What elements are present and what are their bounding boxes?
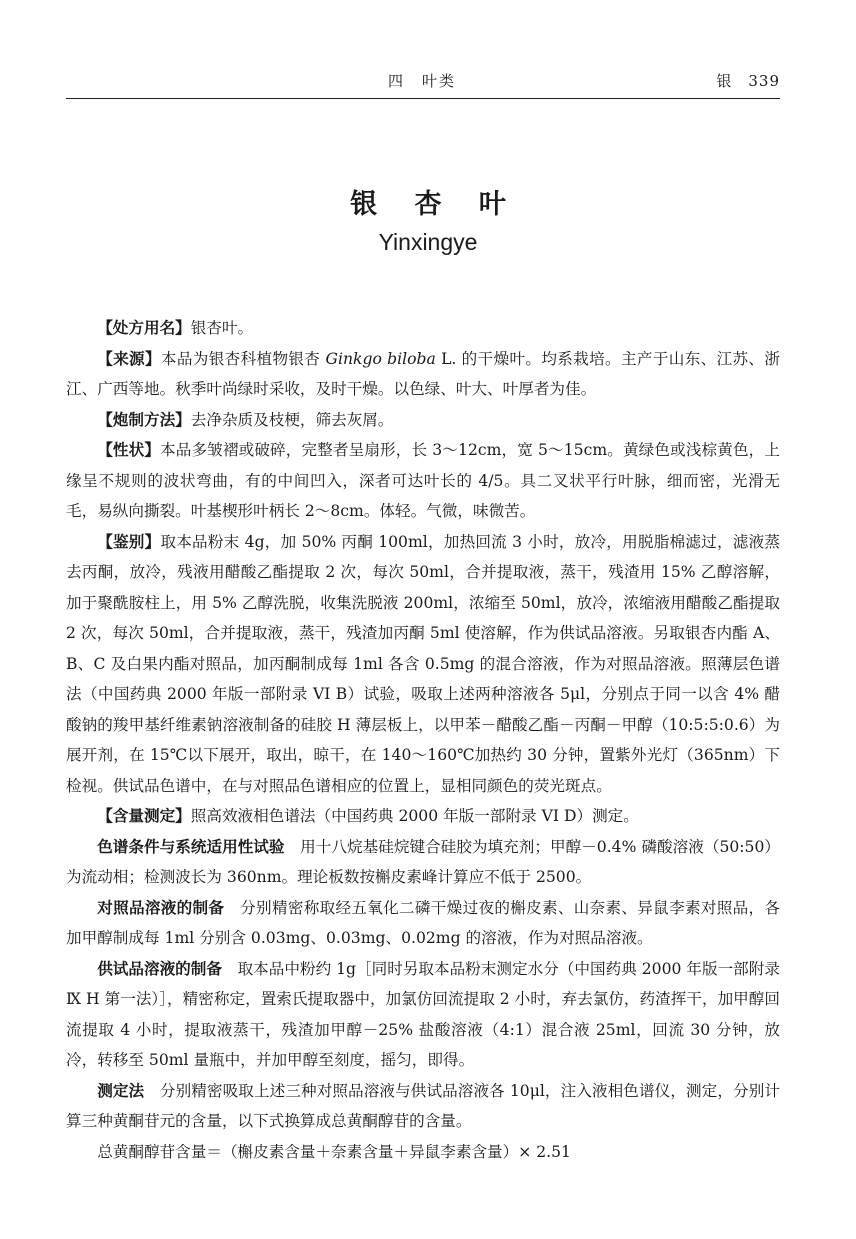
pinyin-title: Yinxingye	[378, 229, 478, 255]
subsection-heading: 测定法	[97, 1081, 145, 1100]
subsection-heading: 供试品溶液的制备	[97, 959, 222, 978]
header-rule	[66, 98, 780, 99]
section-text: 分别精密称取经五氧化二磷干燥过夜的槲皮素、山奈素、异鼠李素对照品，各加甲醇制成每 1ml 分别含 0.03mg、0.03mg、0.02mg 的溶液，作为对照品溶液。	[66, 898, 780, 947]
paragraph-sepu	[66, 832, 780, 893]
section-heading: 【来源】	[97, 349, 161, 368]
paragraph-duizhao	[66, 893, 780, 954]
section-text: 取本品粉末 4g，加 50% 丙酮 100ml，加热回流 3 小时，放冷，用脱脂棉滤过，滤液蒸去丙酮，放冷，残液用醋酸乙酯提取 2 次，每次 50ml，合并提取液，蒸干，残渣用 15% 乙醇溶解，加于聚酰胺柱上，用 5% 乙醇洗脱，收集洗脱液 200ml，浓缩至 50ml，放冷，浓缩液用醋酸乙酯提取 2 次，每次 50ml，合并提取液，蒸干，残渣加丙酮 5ml 使溶解，作为供试品溶液。另取银杏内酯 A、B、C 及白果内酯对照品，加丙酮制成每 1ml 各含 0.5mg 的混合溶液，作为对照品溶液。照薄层色谱法（中国药典 2000 年版一部附录 VI B）试验，吸取上述两种溶液各 5μl，分别点于同一以含 4% 醋酸钠的羧甲基纤维素钠溶液制备的硅胶 H 薄层板上，以甲苯－醋酸乙酯－丙酮－甲醇（10:5:5:0.6）为展开剂，在 15℃以下展开，取出，晾干，在 140～160℃加热约 30 分钟，置紫外光灯（365nm）下检视。供试品色谱中，在与对照品色谱相应的位置上，显相同颜色的荧光斑点。	[66, 532, 780, 795]
page-number: 银 339	[716, 72, 780, 90]
section-text: 取本品中粉约 1g［同时另取本品粉末测定水分（中国药典 2000 年版一部附录Ⅸ H 第一法）］，精密称定，置索氏提取器中，加氯仿回流提取 2 小时，弃去氯仿，药渣挥干，加甲醇回流提取 4 小时，提取液蒸干，残渣加甲醇－25% 盐酸溶液（4:1）混合液 25ml，回流 30 分钟，放冷，转移至 50ml 量瓶中，并加甲醇至刻度，摇匀，即得。	[66, 959, 780, 1069]
section-text: 照高效液相色谱法（中国药典 2000 年版一部附录 VI D）测定。	[190, 807, 639, 825]
latin-name: Ginkgo biloba	[325, 349, 436, 368]
section-text: 本品为银杏科植物银杏	[160, 349, 321, 368]
paragraph-chufang	[66, 313, 780, 344]
section-heading: 【炮制方法】	[97, 410, 191, 429]
section-heading: 【性状】	[97, 441, 161, 459]
section-text: 银杏叶。	[190, 319, 254, 337]
subsection-heading: 对照品溶液的制备	[97, 898, 225, 917]
body-text	[66, 313, 780, 1167]
section-heading: 【处方用名】	[97, 319, 191, 337]
page-title: 银 杏 叶	[350, 189, 520, 220]
section-heading: 【含量测定】	[97, 807, 191, 825]
section-text: 用十八烷基硅烷键合硅胶为填充剂；甲醇－0.4% 磷酸溶液（50:50）为流动相；检测波长为 360nm。理论板数按槲皮素峰计算应不低于 2500。	[66, 837, 780, 886]
formula-line: 总黄酮醇苷含量＝（槲皮素含量＋奈素含量＋异鼠李素含量）× 2.51	[97, 1142, 571, 1161]
section-text: 本品多皱褶或破碎，完整者呈扇形，长 3～12cm，宽 5～15cm。黄绿色或浅棕黄色，上缘呈不规则的波状弯曲，有的中间凹入，深者可达叶长的 4/5。具二叉状平行叶脉，细而密，光滑无毛，易纵向撕裂。叶基楔形叶柄长 2～8cm。体轻。气微，味微苦。	[66, 441, 780, 520]
paragraph-gongshi	[66, 954, 780, 1076]
paragraph-xingzhuang	[66, 435, 780, 527]
running-header	[66, 70, 780, 94]
section-text: 分别精密吸取上述三种对照品溶液与供试品溶液各 10μl，注入液相色谱仪，测定，分别计算三种黄酮苷元的含量，以下式换算成总黄酮醇苷的含量。	[66, 1081, 780, 1130]
section-text: 去净杂质及枝梗，筛去灰屑。	[190, 410, 394, 429]
paragraph-laiyuan	[66, 344, 780, 405]
paragraph-jianbie	[66, 527, 780, 802]
paragraph-hanliang	[66, 801, 780, 832]
subsection-heading: 色谱条件与系统适用性试验	[97, 837, 285, 856]
paragraph-cedingfa	[66, 1076, 780, 1137]
section-text: L. 的干燥叶。均系栽培。主产于山东、江苏、浙江、广西等地。秋季叶尚绿时采收，及时干燥。以色绿、叶大、叶厚者为佳。	[66, 349, 780, 398]
section-heading: 【鉴别】	[97, 532, 161, 551]
chapter-title: 四 叶类	[388, 72, 457, 90]
paragraph-paozhi	[66, 405, 780, 436]
